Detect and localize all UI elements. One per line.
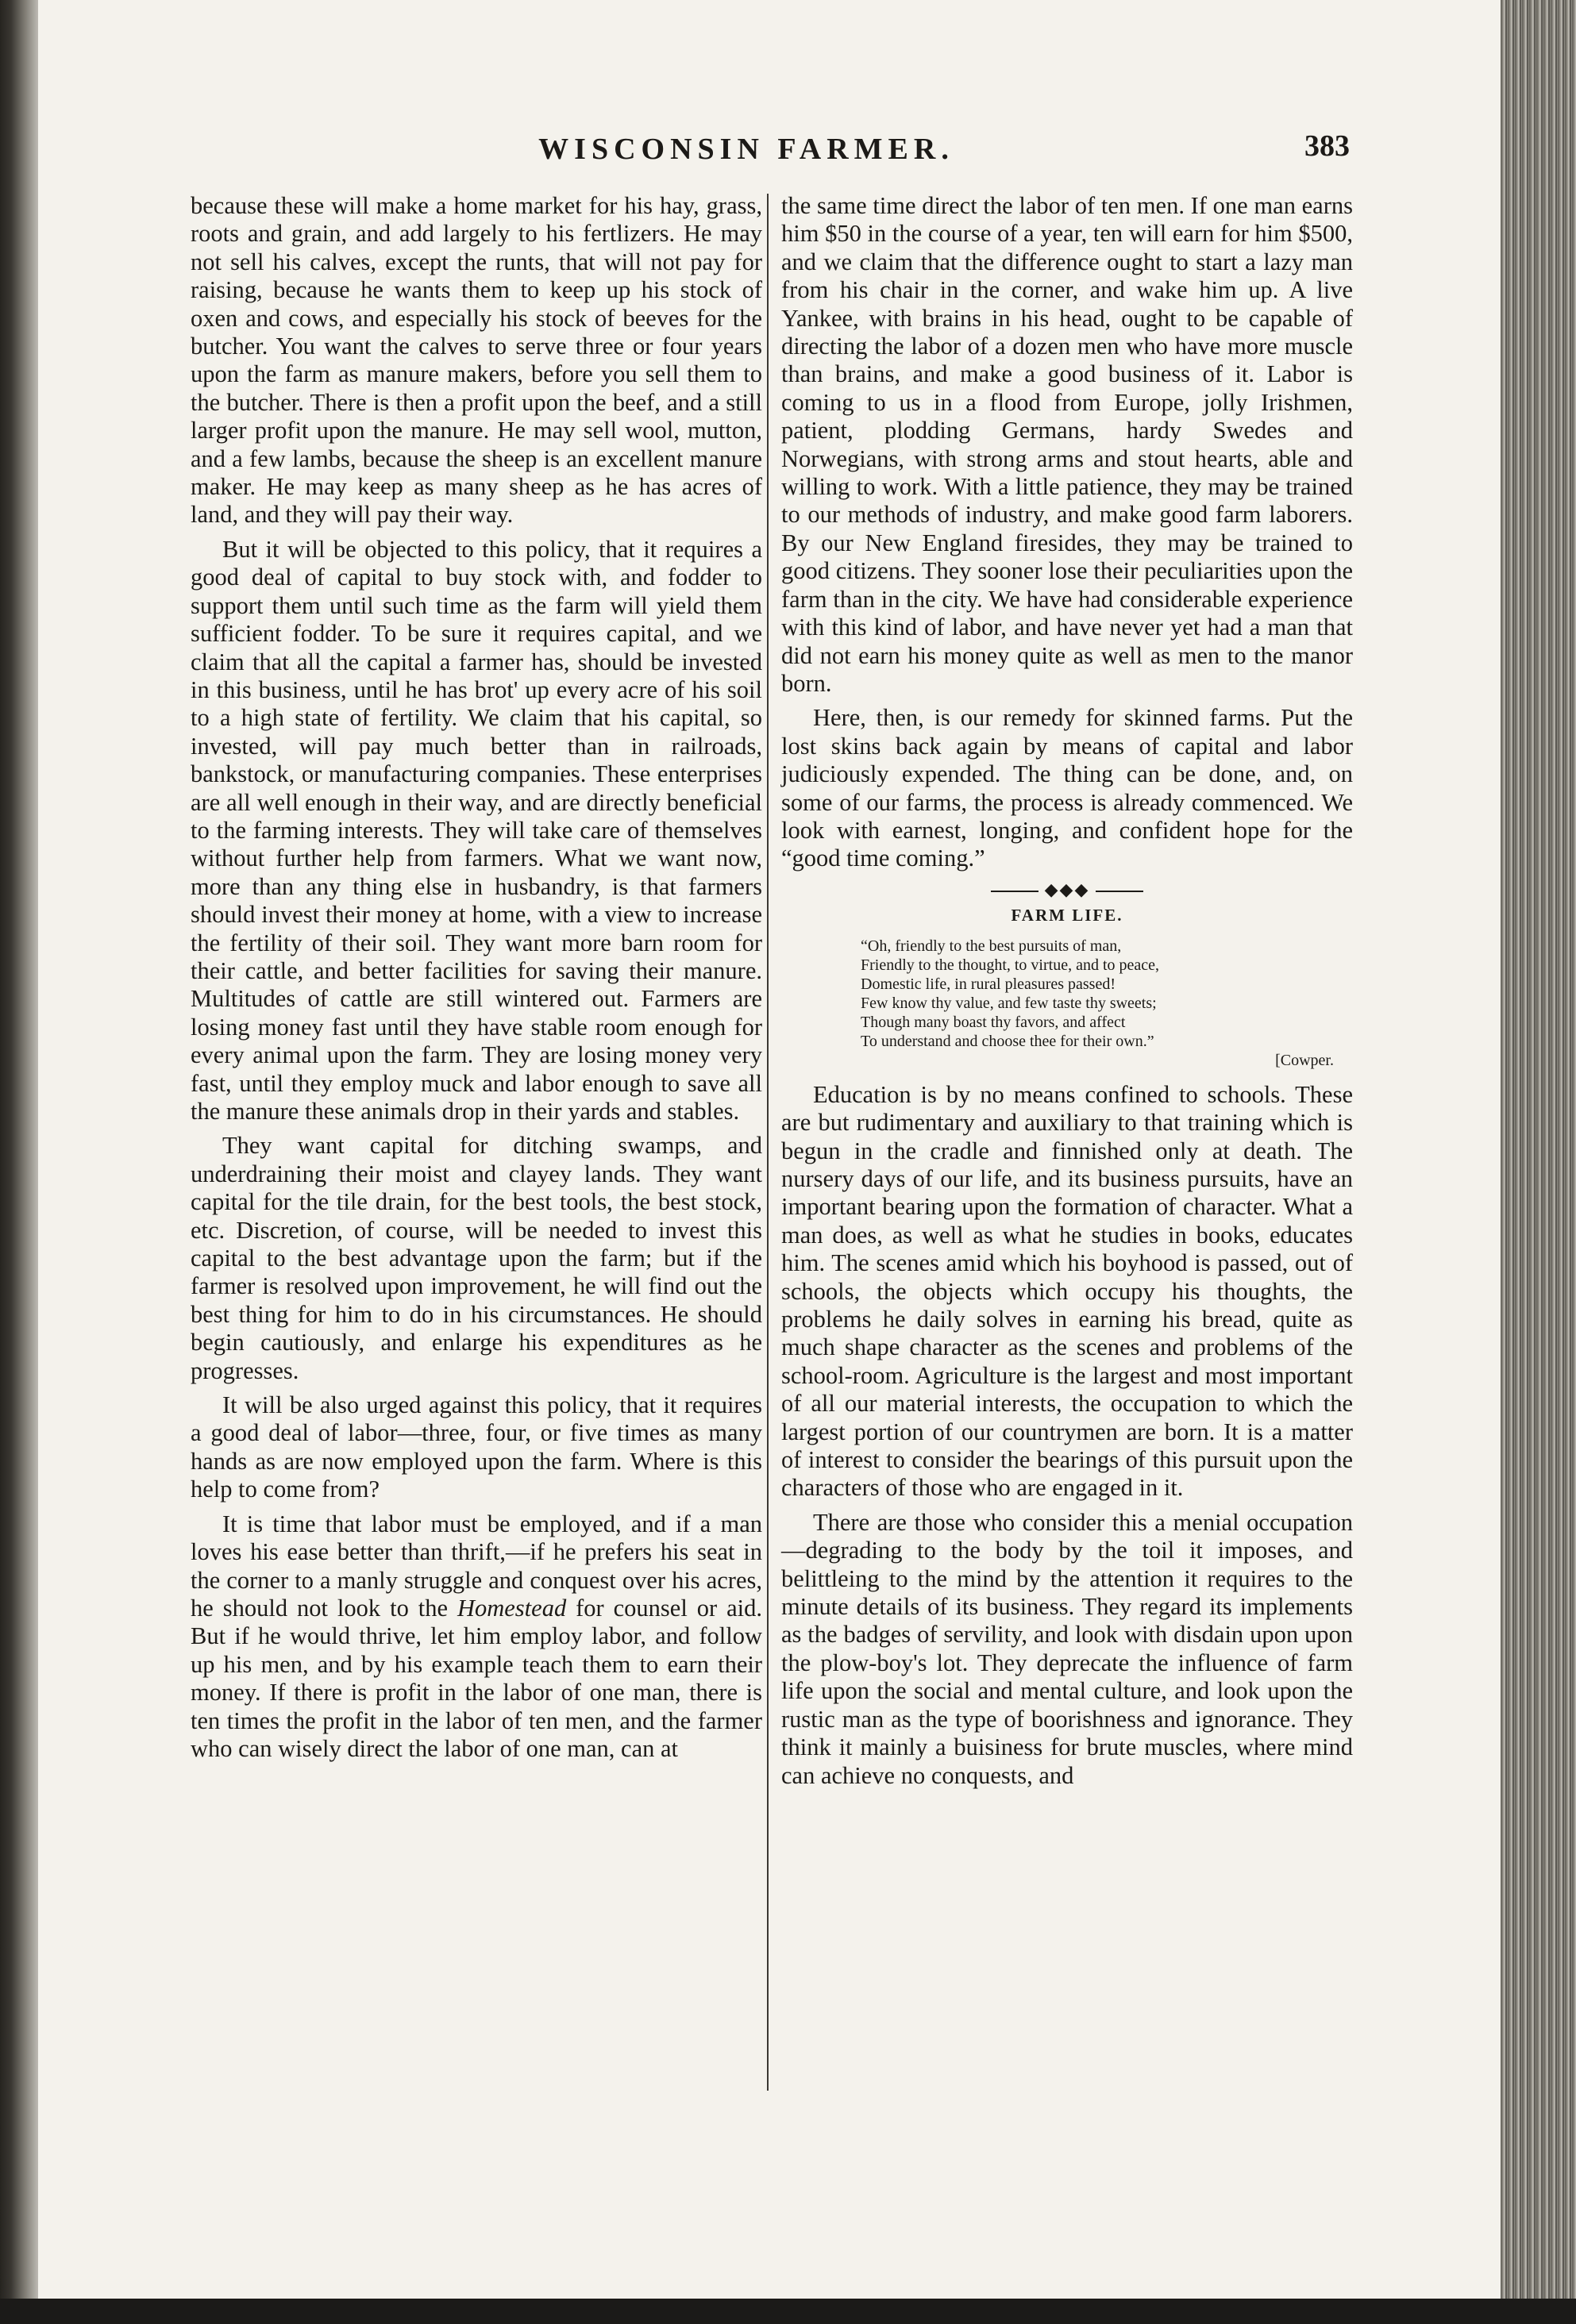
- paragraph: the same time direct the labor of ten men. If one man earns him $50 in the course of a year, ten will earn for him $500, and we claim that the difference ought to start a lazy man from his chair in the corner, and wake him up. A live Yankee, with brains in his head, ought to be capable of directing the labor of a dozen men who have more muscle than brains, and make a good business of it. Labor is coming to us in a flood from Europe, jolly Irishmen, patient, plodding Germans, hardy Swedes and Norwegians, with strong arms and stout hearts, able and willing to work. With a little patience, they may be trained to our methods of industry, and make good farm laborers. By our New England firesides, they may be trained to good citizens. They sooner lose their peculiarities upon the farm than in the city. We have had considerable experience with this kind of labor, and have never yet had a man that did not earn his money quite as well as men to the manor born.: [781, 192, 1353, 697]
- binding-shadow: [0, 0, 38, 2324]
- epigraph-poem: [861, 937, 1353, 1070]
- paragraph: It will be also urged against this policy, that it requires a good deal of labor—three, four, or five times as many hands as are now employed upon the farm. Where is this help to come from?: [191, 1391, 762, 1503]
- paragraph: Here, then, is our remedy for skinned farms. Put the lost skins back again by means of capital and labor judiciously expended. The thing can be done, and, on some of our farms, the process is already commenced. We look with earnest, longing, and confident hope for the “good time coming.”: [781, 704, 1353, 872]
- paragraph: There are those who consider this a menial occupation—degrading to the body by the toil it imposes, and belittleing to the mind by the attention it requires to the minute details of its business. They regard its implements as the badges of servility, and look with disdain upon upon the plow-boy's lot. They deprecate the influence of farm life upon the social and mental culture, and look upon the rustic man as the type of boorishness and ignorance. They think it mainly a buisiness for brute muscles, where mind can achieve no conquests, and: [781, 1508, 1353, 1789]
- poem-line: Few know thy value, and few taste thy sweets;: [861, 994, 1157, 1012]
- section-ornament: [781, 879, 1353, 900]
- paragraph: But it will be objected to this policy, that it requires a good deal of capital to buy stock with, and fodder to support them until such time as the farm will yield them sufficient fodder. To be sure it requires capital, and we claim that all the capital a farmer has, should be invested in this business, until he has brot' up every acre of his soil to a high state of fertility. We claim that his capital, so invested, will pay much better than in railroads, bankstock, or manufacturing companies. These enterprises are all well enough in their way, and are directly beneficial to the farming interests. They will take care of themselves without further help from farmers. What we want now, more than any thing else in husbandry, is that farmers should invest their money at home, with a view to increase the fertility of their soil. They want more barn room for their cattle, and better facilities for saving their manure. Multitudes of cattle are still wintered out. Farmers are losing money fast until they have stable room enough for every animal upon the farm. They are losing money very fast, until they employ muck and labor enough to save all the manure these animals drop in their yards and stables.: [191, 535, 762, 1125]
- paragraph-text: It is time that labor must be employed, and if a man loves his ease better than thrift,—if he prefers his seat in the corner to a manly struggle and conquest over his acres, he should not look to the: [191, 1510, 762, 1622]
- page-stack-edge: [1501, 0, 1576, 2324]
- scan-bottom-border: [0, 2299, 1576, 2324]
- paragraph: Education is by no means confined to schools. These are but rudimentary and auxiliary to that training which is begun in the cradle and finnished only at death. The nursery days of our life, and its business pursuits, have an important bearing upon the formation of character. What a man does, as well as what he studies in books, educates him. The scenes amid which his boyhood is passed, out of schools, the objects which occupy his thoughts, the problems he daily solves in earning his bread, quite as much shape character as the scenes and problems of the school-room. Agriculture is the largest and most important of all our material interests, the occupation to which the largest portion of our countrymen are born. It is a matter of interest to consider the bearings of this pursuit upon the characters of those who are engaged in it.: [781, 1080, 1353, 1502]
- column-rule: [767, 194, 769, 2091]
- poem-line: “Oh, friendly to the best pursuits of man,: [861, 937, 1122, 955]
- ornament-rule: [1096, 891, 1143, 892]
- publication-name: Homestead: [457, 1594, 567, 1622]
- paragraph: They want capital for ditching swamps, and underdraining their moist and clayey lands. They want capital for the tile drain, for the best tools, the best stock, etc. Discretion, of course, will be needed to invest this capital to the best advantage upon the farm; but if the farmer is resolved upon improvement, he will find out the best thing for him to do in his circumstances. He should begin cautiously, and enlarge his expenditures as he progresses.: [191, 1132, 762, 1384]
- poem-line: Though many boast thy favors, and affect: [861, 1013, 1126, 1031]
- paragraph: because these will make a home market for his hay, grass, roots and grain, and add largely to his fertlizers. He may not sell his calves, except the runts, that will not pay for raising, because he wants them to keep up his stock of oxen and cows, and especially his stock of beeves for the butcher. You want the calves to serve three or four years upon the farm as manure makers, before you sell them to the butcher. There is then a profit upon the beef, and a still larger profit upon the manure. He may sell wool, mutton, and a few lambs, because the sheep is an excellent manure maker. He may keep as many sheep as he has acres of land, and they will pay their way.: [191, 192, 762, 529]
- ornament-rule: [991, 891, 1038, 892]
- ornament-diamonds: ◆◆◆: [1044, 879, 1090, 899]
- poem-line: To understand and choose thee for their own.”: [861, 1032, 1154, 1050]
- paragraph-text: for counsel or aid. But if he would thrive, let him employ labor, and follow up his men, and by his example teach them to earn their money. If there is profit in the labor of one man, there is ten times the profit in the labor of ten men, and the farmer who can wisely direct the labor of one man, can at: [191, 1594, 762, 1762]
- page-number: 383: [1304, 129, 1350, 163]
- paragraph: [191, 1510, 762, 1764]
- left-column: [191, 192, 762, 1769]
- poem-attribution: [Cowper.: [1275, 1051, 1334, 1069]
- right-column: [781, 192, 1353, 1796]
- running-header: [0, 129, 1576, 171]
- poem-line: Domestic life, in rural pleasures passed!: [861, 975, 1116, 993]
- poem-line: Friendly to the thought, to virtue, and to peace,: [861, 956, 1160, 974]
- section-heading: FARM LIFE.: [1011, 905, 1123, 925]
- journal-title: WISCONSIN FARMER.: [538, 133, 954, 166]
